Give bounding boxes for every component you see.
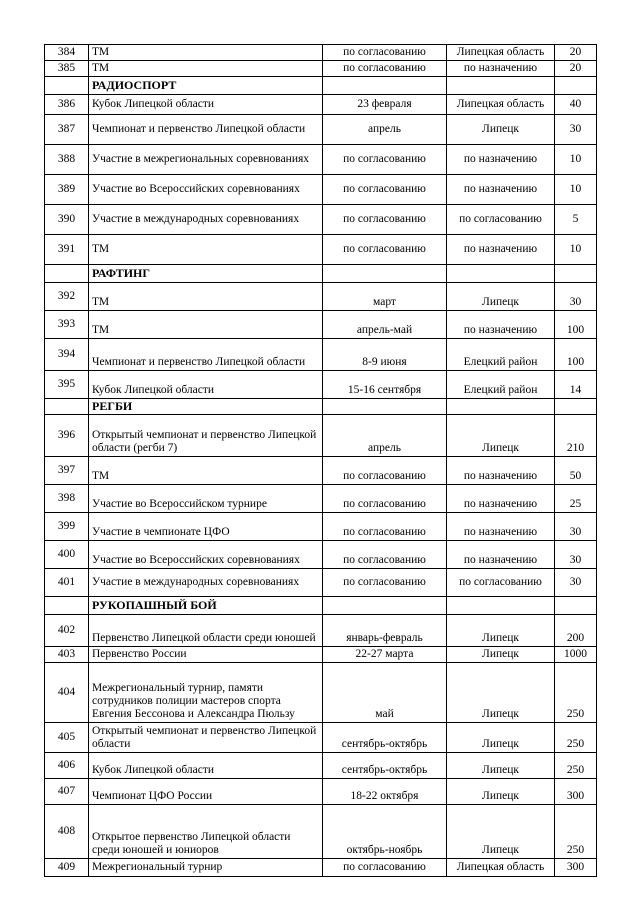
- table-row: [45, 615, 597, 647]
- section-title: РУКОПАШНЫЙ БОЙ: [89, 597, 323, 615]
- event-name: Чемпионат ЦФО России: [89, 779, 323, 805]
- row-number: 385: [45, 61, 89, 77]
- place-cell: [447, 265, 555, 283]
- event-date: по согласованию: [323, 569, 447, 597]
- table-row: [45, 235, 597, 265]
- row-number: 396: [45, 415, 89, 457]
- event-place: Липецк: [447, 753, 555, 779]
- event-name: Участие во Всероссийском турнире: [89, 485, 323, 513]
- event-place: Липецк: [447, 805, 555, 859]
- event-date: апрель: [323, 415, 447, 457]
- table-row: [45, 779, 597, 805]
- participant-count: 210: [555, 415, 597, 457]
- participant-count: 250: [555, 805, 597, 859]
- event-place: по назначению: [447, 541, 555, 569]
- count-cell: [555, 597, 597, 615]
- date-cell: [323, 399, 447, 415]
- table-row: [45, 145, 597, 175]
- section-title: РЕГБИ: [89, 399, 323, 415]
- event-date: по согласованию: [323, 61, 447, 77]
- participant-count: 30: [555, 513, 597, 541]
- place-cell: [447, 399, 555, 415]
- participant-count: 30: [555, 115, 597, 145]
- table-row: [45, 457, 597, 485]
- row-number: 404: [45, 663, 89, 723]
- event-name: Кубок Липецкой области: [89, 753, 323, 779]
- participant-count: 30: [555, 569, 597, 597]
- event-date: 15-16 сентября: [323, 371, 447, 399]
- participant-count: 14: [555, 371, 597, 399]
- event-name: Межрегиональный турнир: [89, 859, 323, 877]
- date-cell: [323, 77, 447, 95]
- event-date: по согласованию: [323, 235, 447, 265]
- event-date: по согласованию: [323, 513, 447, 541]
- row-number: 407: [45, 779, 89, 805]
- event-place: Елецкий район: [447, 371, 555, 399]
- participant-count: 10: [555, 175, 597, 205]
- event-name: Участие в чемпионате ЦФО: [89, 513, 323, 541]
- event-name: ТМ: [89, 457, 323, 485]
- event-place: Липецкая область: [447, 95, 555, 115]
- event-date: май: [323, 663, 447, 723]
- row-number: 394: [45, 339, 89, 371]
- row-number: 400: [45, 541, 89, 569]
- row-number-cell: [45, 265, 89, 283]
- table-row: [45, 61, 597, 77]
- event-place: по согласованию: [447, 569, 555, 597]
- event-date: по согласованию: [323, 145, 447, 175]
- event-name: Участие во Всероссийских соревнованиях: [89, 175, 323, 205]
- event-place: по назначению: [447, 457, 555, 485]
- event-name: Участие в международных соревнованиях: [89, 205, 323, 235]
- date-cell: [323, 265, 447, 283]
- row-number: 389: [45, 175, 89, 205]
- event-place: Липецк: [447, 283, 555, 311]
- event-name: Кубок Липецкой области: [89, 95, 323, 115]
- event-place: Елецкий район: [447, 339, 555, 371]
- participant-count: 300: [555, 859, 597, 877]
- table-row: [45, 663, 597, 723]
- row-number: 401: [45, 569, 89, 597]
- event-date: сентябрь-октябрь: [323, 753, 447, 779]
- event-place: по назначению: [447, 513, 555, 541]
- participant-count: 100: [555, 339, 597, 371]
- event-name: Чемпионат и первенство Липецкой области: [89, 115, 323, 145]
- event-name: Участие в международных соревнованиях: [89, 569, 323, 597]
- row-number: 405: [45, 723, 89, 753]
- event-name: Межрегиональный турнир, памяти сотрудников полиции мастеров спорта Евгения Бессонова и Александра Пюльзу: [89, 663, 323, 723]
- event-date: сентябрь-октябрь: [323, 723, 447, 753]
- event-name: Участие во Всероссийских соревнованиях: [89, 541, 323, 569]
- row-number: 390: [45, 205, 89, 235]
- participant-count: 30: [555, 283, 597, 311]
- event-name: ТМ: [89, 283, 323, 311]
- participant-count: 300: [555, 779, 597, 805]
- row-number-cell: [45, 77, 89, 95]
- event-name: ТМ: [89, 311, 323, 339]
- row-number: 393: [45, 311, 89, 339]
- row-number: 403: [45, 647, 89, 663]
- table-row: [45, 723, 597, 753]
- participant-count: 30: [555, 541, 597, 569]
- event-place: по назначению: [447, 235, 555, 265]
- table-row: [45, 859, 597, 877]
- event-place: по согласованию: [447, 205, 555, 235]
- event-place: по назначению: [447, 175, 555, 205]
- section-row: [45, 597, 597, 615]
- row-number: 397: [45, 457, 89, 485]
- place-cell: [447, 597, 555, 615]
- event-date: по согласованию: [323, 205, 447, 235]
- participant-count: 1000: [555, 647, 597, 663]
- event-place: по назначению: [447, 145, 555, 175]
- table-row: [45, 205, 597, 235]
- event-name: Участие в межрегиональных соревнованиях: [89, 145, 323, 175]
- participant-count: 20: [555, 61, 597, 77]
- event-date: 8-9 июня: [323, 339, 447, 371]
- events-table: [44, 44, 597, 877]
- row-number: 392: [45, 283, 89, 311]
- row-number: 408: [45, 805, 89, 859]
- event-date: 23 февраля: [323, 95, 447, 115]
- event-place: Липецкая область: [447, 859, 555, 877]
- count-cell: [555, 77, 597, 95]
- table-row: [45, 371, 597, 399]
- event-place: по назначению: [447, 485, 555, 513]
- row-number: 399: [45, 513, 89, 541]
- section-row: [45, 399, 597, 415]
- event-date: по согласованию: [323, 859, 447, 877]
- table-row: [45, 805, 597, 859]
- event-date: апрель-май: [323, 311, 447, 339]
- row-number: 387: [45, 115, 89, 145]
- participant-count: 10: [555, 235, 597, 265]
- event-date: апрель: [323, 115, 447, 145]
- table-row: [45, 339, 597, 371]
- row-number: 402: [45, 615, 89, 647]
- count-cell: [555, 399, 597, 415]
- event-name: ТМ: [89, 61, 323, 77]
- row-number: 391: [45, 235, 89, 265]
- event-date: по согласованию: [323, 485, 447, 513]
- participant-count: 100: [555, 311, 597, 339]
- table-row: [45, 311, 597, 339]
- table-row: [45, 415, 597, 457]
- participant-count: 50: [555, 457, 597, 485]
- participant-count: 250: [555, 723, 597, 753]
- table-row: [45, 45, 597, 61]
- table-row: [45, 95, 597, 115]
- event-place: Липецк: [447, 647, 555, 663]
- row-number-cell: [45, 597, 89, 615]
- event-name: Открытый чемпионат и первенство Липецкой области (регби 7): [89, 415, 323, 457]
- event-place: по назначению: [447, 61, 555, 77]
- table-row: [45, 753, 597, 779]
- row-number-cell: [45, 399, 89, 415]
- event-place: Липецк: [447, 615, 555, 647]
- event-place: Липецк: [447, 723, 555, 753]
- table-row: [45, 485, 597, 513]
- participant-count: 250: [555, 753, 597, 779]
- event-date: октябрь-ноябрь: [323, 805, 447, 859]
- event-place: Липецк: [447, 415, 555, 457]
- row-number: 384: [45, 45, 89, 61]
- event-name: Открытый чемпионат и первенство Липецкой области: [89, 723, 323, 753]
- table-row: [45, 283, 597, 311]
- section-row: [45, 77, 597, 95]
- section-title: РАДИОСПОРТ: [89, 77, 323, 95]
- table-row: [45, 569, 597, 597]
- participant-count: 40: [555, 95, 597, 115]
- row-number: 398: [45, 485, 89, 513]
- row-number: 395: [45, 371, 89, 399]
- count-cell: [555, 265, 597, 283]
- event-name: Первенство России: [89, 647, 323, 663]
- event-place: Липецк: [447, 663, 555, 723]
- event-name: ТМ: [89, 45, 323, 61]
- place-cell: [447, 77, 555, 95]
- event-name: Кубок Липецкой области: [89, 371, 323, 399]
- table-row: [45, 513, 597, 541]
- event-place: по назначению: [447, 311, 555, 339]
- event-name: ТМ: [89, 235, 323, 265]
- event-date: по согласованию: [323, 175, 447, 205]
- event-name: Открытое первенство Липецкой области среди юношей и юниоров: [89, 805, 323, 859]
- row-number: 406: [45, 753, 89, 779]
- event-place: Липецк: [447, 779, 555, 805]
- participant-count: 250: [555, 663, 597, 723]
- event-date: по согласованию: [323, 457, 447, 485]
- row-number: 409: [45, 859, 89, 877]
- event-name: Чемпионат и первенство Липецкой области: [89, 339, 323, 371]
- participant-count: 25: [555, 485, 597, 513]
- event-date: март: [323, 283, 447, 311]
- event-place: Липецкая область: [447, 45, 555, 61]
- event-date: 18-22 октября: [323, 779, 447, 805]
- participant-count: 5: [555, 205, 597, 235]
- section-row: [45, 265, 597, 283]
- event-date: по согласованию: [323, 541, 447, 569]
- table-row: [45, 115, 597, 145]
- date-cell: [323, 597, 447, 615]
- table-row: [45, 647, 597, 663]
- participant-count: 200: [555, 615, 597, 647]
- event-date: по согласованию: [323, 45, 447, 61]
- table-row: [45, 541, 597, 569]
- event-date: январь-февраль: [323, 615, 447, 647]
- row-number: 388: [45, 145, 89, 175]
- row-number: 386: [45, 95, 89, 115]
- participant-count: 20: [555, 45, 597, 61]
- section-title: РАФТИНГ: [89, 265, 323, 283]
- event-place: Липецк: [447, 115, 555, 145]
- event-name: Первенство Липецкой области среди юношей: [89, 615, 323, 647]
- participant-count: 10: [555, 145, 597, 175]
- event-date: 22-27 марта: [323, 647, 447, 663]
- table-row: [45, 175, 597, 205]
